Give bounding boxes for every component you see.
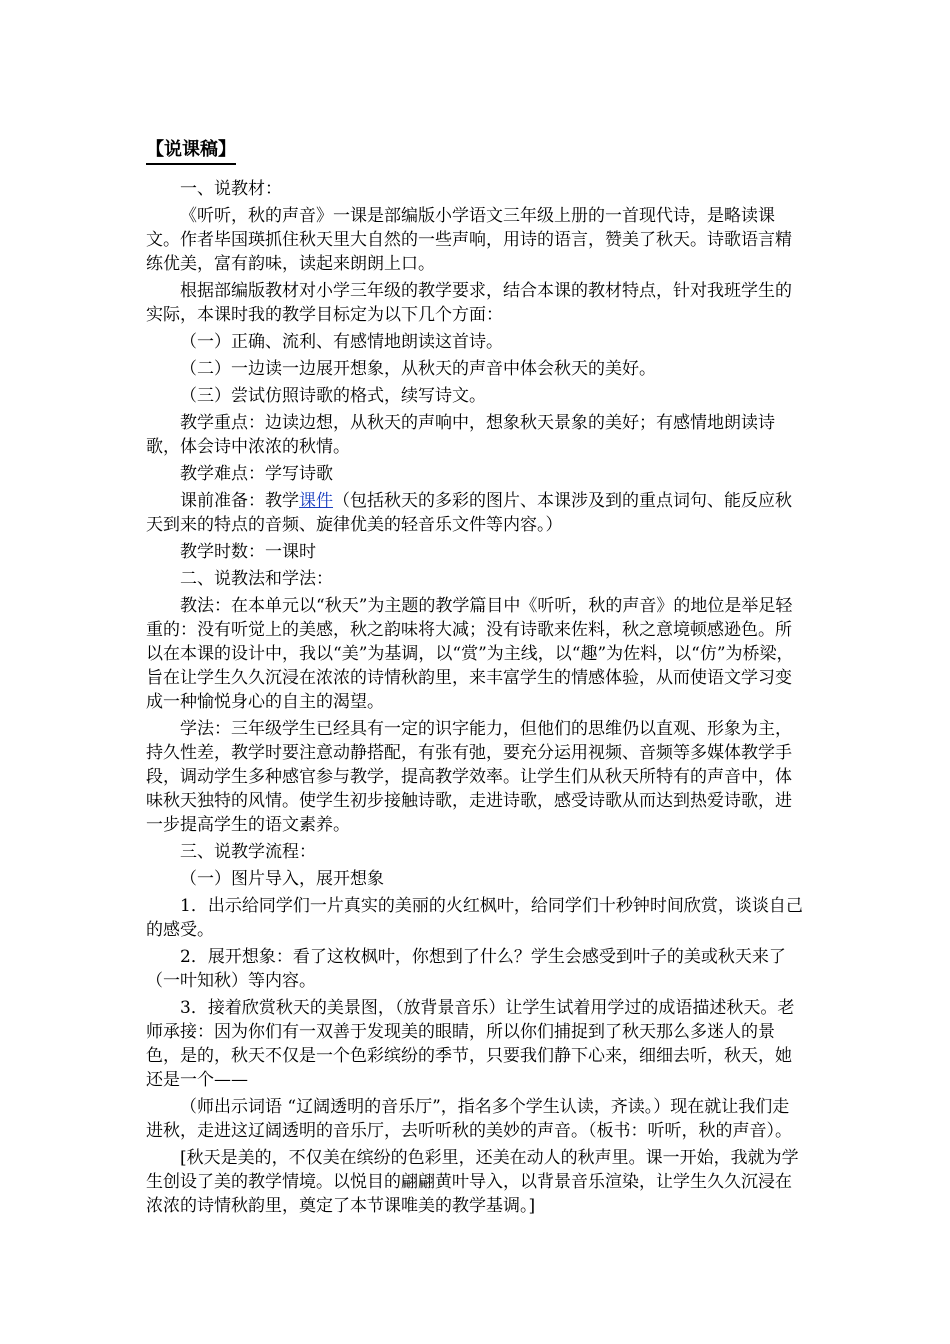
- process-item-1: 1．出示给同学们一片真实的美丽的火红枫叶，给同学们十秒钟时间欣赏，谈谈自己的感受。: [146, 896, 803, 940]
- goal-item-2: （二）一边读一边展开想象，从秋天的声音中体会秋天的美好。: [180, 359, 656, 379]
- section-title-teaching-material: 一、说教材：: [180, 179, 282, 199]
- process-step-title: （一）图片导入，展开想象: [180, 869, 384, 889]
- goal-item-3: （三）尝试仿照诗歌的格式，续写诗文。: [180, 386, 486, 406]
- section-title-methods: 二、说教法和学法：: [180, 569, 333, 589]
- process-item-2: 2．展开想象：看了这枚枫叶，你想到了什么？学生会感受到叶子的美或秋天来了（一叶知秋）等内容。: [146, 947, 786, 991]
- paragraph-goals-intro: 根据部编版教材对小学三年级的教学要求，结合本课的教材特点，针对我班学生的实际，本课时我的教学目标定为以下几个方面：: [146, 281, 792, 325]
- section-title-process: 三、说教学流程：: [180, 842, 316, 862]
- paragraph-teacher-shows-words: （师出示词语 “辽阔透明的音乐厅”，指名多个学生认读，齐读。）现在就让我们走进秋，走进这辽阔透明的音乐厅，去听听秋的美妙的声音。（板书：听听，秋的声音）。: [146, 1097, 792, 1141]
- paragraph-difficulty: 教学难点：学写诗歌: [180, 464, 333, 484]
- goal-item-1: （一）正确、流利、有感情地朗读这首诗。: [180, 332, 503, 352]
- paragraph-preparation: [146, 489, 806, 537]
- paragraph-teaching-method: 教法：在本单元以“秋天”为主题的教学篇目中《听听，秋的声音》的地位是举足轻重的：没有听觉上的美感，秋之韵味将大减；没有诗歌来佐料，秋之意境顿感逊色。所以在本课的设计中，我以“美”为基调，以“赏”为主线，以“趣”为佐料，以“仿”为桥梁，旨在让学生久久沉浸在浓浓的诗情秋韵里，来丰富学生的情感体验，从而使语文学习变成一种愉悦身心的自主的渴望。: [146, 596, 794, 712]
- process-item-3: 3．接着欣赏秋天的美景图，（放背景音乐）让学生试着用学过的成语描述秋天。老师承接：因为你们有一双善于发现美的眼睛，所以你们捕捉到了秋天那么多迷人的景色，是的，秋天不仅是一个色彩缤纷的季节，只要我们静下心来，细细去听，秋天，她还是一个——: [146, 998, 795, 1090]
- preparation-text-start: 课前准备：教学: [180, 491, 299, 511]
- paragraph-design-note: [秋天是美的，不仅美在缤纷的色彩里，还美在动人的秋声里。课一开始，我就为学生创设了美的教学情境。以悦目的翩翩黄叶导入，以背景音乐渲染，让学生久久沉浸在浓浓的诗情秋韵里，奠定了本节课唯美的教学基调。]: [146, 1148, 799, 1216]
- paragraph-learning-method: 学法：三年级学生已经具有一定的识字能力，但他们的思维仍以直观、形象为主，持久性差，教学时要注意动静搭配，有张有弛，要充分运用视频、音频等多媒体教学手段，调动学生多种感官参与教学，提高教学效率。让学生们从秋天所特有的声音中，体味秋天独特的风情。使学生初步接触诗歌，走进诗歌，感受诗歌从而达到热爱诗歌，进一步提高学生的语文素养。: [146, 719, 792, 835]
- paragraph-class-hours: 教学时数：一课时: [180, 542, 316, 562]
- document-page: [146, 138, 806, 1218]
- paragraph-text-intro: 《听听，秋的声音》一课是部编版小学语文三年级上册的一首现代诗，是略读课文。作者毕国瑛抓住秋天里大自然的一些声响，用诗的语言，赞美了秋天。诗歌语言精练优美，富有韵味，读起来朗朗上口。: [146, 206, 792, 274]
- document-heading: 【说课稿】: [146, 138, 236, 165]
- preparation-text-end: （包括秋天的多彩的图片、本课涉及到的重点词句、能反应秋天到来的特点的音频、旋律优美的轻音乐文件等内容。）: [146, 491, 792, 535]
- paragraph-key-points: 教学重点：边读边想，从秋天的声响中，想象秋天景象的美好；有感情地朗读诗歌，体会诗中浓浓的秋情。: [146, 413, 775, 457]
- courseware-link[interactable]: 课件: [299, 491, 333, 511]
